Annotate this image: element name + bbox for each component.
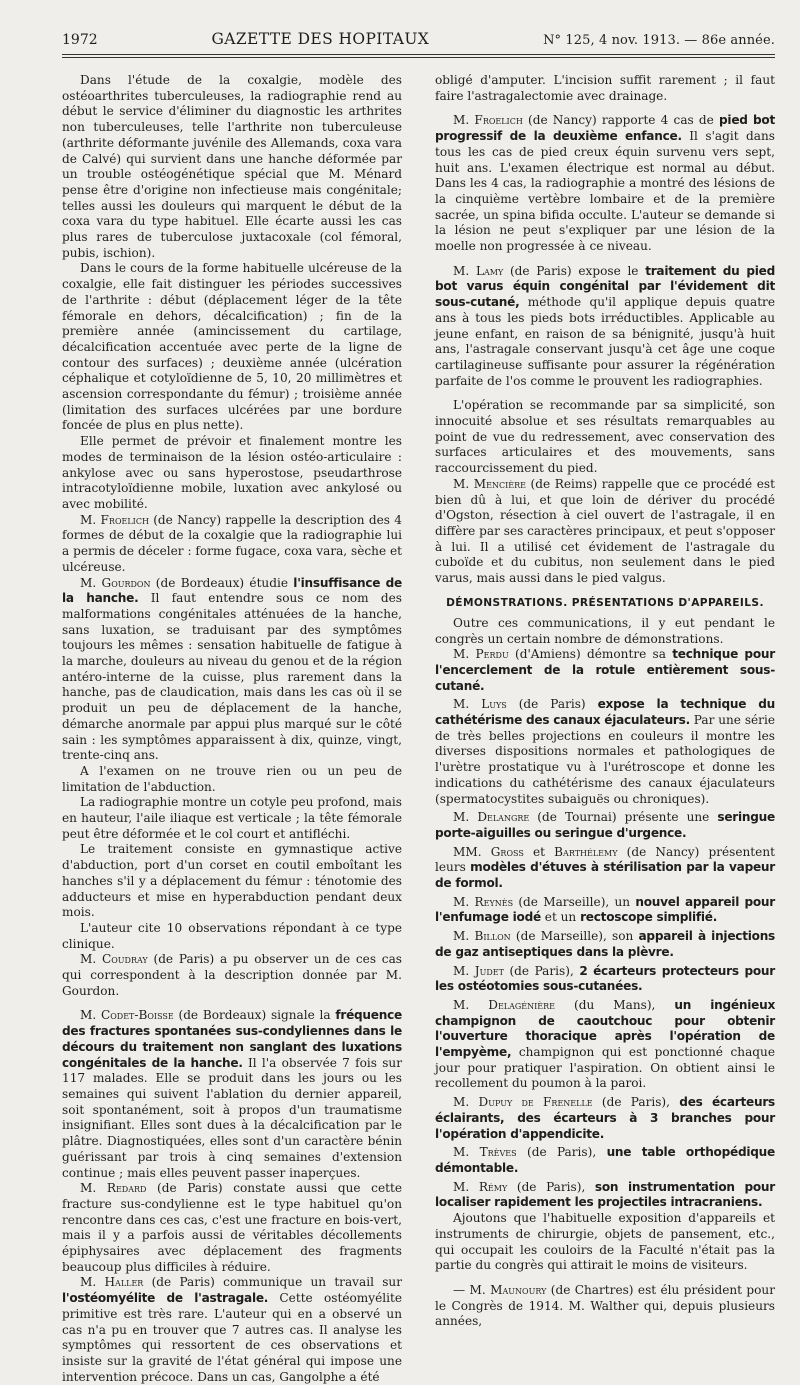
text-run: M. bbox=[453, 476, 474, 491]
text-run: — M. bbox=[453, 1282, 491, 1297]
text-run: (de Bordeaux) étudie bbox=[150, 575, 294, 590]
text-run: M. bbox=[453, 697, 482, 712]
paragraph bbox=[62, 795, 402, 842]
text-run: M. bbox=[80, 1181, 107, 1196]
text-run: M. bbox=[453, 263, 476, 278]
author-name: Gross bbox=[490, 844, 524, 859]
author-name: Lamy bbox=[475, 263, 504, 278]
text-run: (de Paris) a pu observer un de ces cas qui correspondent à la description donnée par M. Gourdon. bbox=[62, 952, 402, 998]
left-column bbox=[62, 73, 402, 1385]
author-name: Perdu bbox=[475, 647, 509, 662]
subject-emphasis: nouvel appareil pour l'enfumage iodé bbox=[435, 894, 776, 925]
text-run: (de Nancy) rappelle la description des 4 formes de début de la coxalgie que la radiographie lui a permis de déceler : forme fugace, coxa vara, sèche et ulcéreuse. bbox=[62, 512, 402, 574]
text-run: M. bbox=[453, 1095, 479, 1110]
text-run: (de Paris) bbox=[506, 697, 598, 712]
text-run: (de Paris), bbox=[507, 1179, 595, 1194]
text-run: (de Paris), bbox=[592, 1095, 680, 1110]
author-name: Redard bbox=[106, 1181, 147, 1196]
subject-emphasis: modèles d'étuves à stérilisation par la vapeur de formol. bbox=[435, 860, 775, 891]
paragraph bbox=[435, 1180, 775, 1211]
text-run: A l'examen on ne trouve rien ou un peu de limitation de l'abduction. bbox=[62, 763, 402, 794]
paragraph bbox=[62, 952, 402, 999]
author-name: Codet-Boisse bbox=[100, 1008, 174, 1023]
paragraph bbox=[435, 964, 775, 995]
subject-emphasis: son instrumentation pour localiser rapidement les projectiles intracraniens. bbox=[435, 1179, 775, 1210]
text-run: M. bbox=[453, 810, 478, 825]
paragraph bbox=[435, 1145, 775, 1176]
journal-title: GAZETTE DES HOPITAUX bbox=[211, 30, 430, 48]
author-name: Coudray bbox=[101, 952, 148, 967]
paragraph bbox=[62, 261, 402, 434]
author-name: Froelich bbox=[100, 512, 149, 527]
running-header bbox=[62, 30, 775, 54]
paragraph bbox=[62, 576, 402, 764]
text-run: M. bbox=[453, 929, 475, 944]
text-run: (de Paris), bbox=[503, 963, 580, 978]
subject-emphasis: des écarteurs éclairants, des écarteurs à 3 branches pour l'opération d'appendicite. bbox=[435, 1095, 775, 1141]
paragraph bbox=[62, 1008, 402, 1181]
paragraph bbox=[62, 1275, 402, 1385]
text-run: (de Tournai) présente une bbox=[529, 810, 718, 825]
section-heading: DÉMONSTRATIONS. PRÉSENTATIONS D'APPAREILS. bbox=[446, 596, 764, 609]
text-run: Outre ces communications, il y eut pendant le congrès un certain nombre de démonstrations. bbox=[435, 615, 775, 646]
paragraph bbox=[435, 264, 775, 390]
paragraph bbox=[435, 113, 775, 254]
text-run: (de Marseille), son bbox=[510, 929, 639, 944]
text-run: champignon qui est ponctionné chaque jour pour pratiquer l'aspiration. On obtient ainsi le recollement du poumon à la paroi. bbox=[435, 1045, 775, 1091]
text-run: (du Mans), bbox=[554, 997, 675, 1012]
article-body bbox=[62, 73, 775, 1385]
text-run: Elle permet de prévoir et finalement montre les modes de terminaison de la lésion ostéo-articulaire : ankylose avec ou sans hyperostose, pseudarthrose intracotyloïdienne mobile, luxation avec ankylosé ou avec mobilité. bbox=[62, 434, 402, 511]
paragraph bbox=[435, 1095, 775, 1142]
text-run: (de Bordeaux) signale la bbox=[173, 1008, 336, 1023]
paragraph bbox=[435, 616, 775, 647]
text-run: M. bbox=[453, 894, 475, 909]
text-run: (de Paris) expose le bbox=[503, 263, 646, 278]
subject-emphasis: fréquence des fractures spontanées sus-condyliennes dans le décours du traitement non sanglant des luxations congénitales de la hanche. bbox=[62, 1008, 402, 1070]
text-run: (de Nancy) rapporte 4 cas de bbox=[522, 113, 720, 128]
text-run: Par une série de très belles projections en couleurs il montre les diverses dispositions normales et pathologiques de l'urètre prostatique vu à l'urétroscope et donne les indications du cathétérisme des canaux éjaculateurs (spermatocystites subaiguës ou chroniques). bbox=[435, 713, 775, 806]
author-name: Luys bbox=[481, 697, 507, 712]
author-name: Dupuy de Frenelle bbox=[478, 1095, 593, 1110]
text-run: Il faut entendre sous ce nom des malformations congénitales atténuées de la hanche, sans luxation, se traduisant par des symptômes toujours les mêmes : sensation habituelle de fatigue à la marche, douleurs au niveau du genou et de la région antéro-interne de la cuisse, plus rarement dans la hanche, pas de claudication, mais dans les cas où il se produit un peu de déplacement de la hanche, démarche anormale par appui plus marqué sur le côté sain : les symptômes apparaissent à dix, quinze, vingt, trente-cinq ans. bbox=[62, 591, 402, 763]
text-run: Le traitement consiste en gymnastique active d'abduction, port d'un corset en coutil emboîtant les hanches s'il y a déplacement du fémur : ténotomie des adducteurs et mise en hyperabduction pendant deux mois. bbox=[62, 842, 402, 920]
subject-emphasis: l'ostéomyélite de l'astragale. bbox=[62, 1291, 269, 1306]
text-run: M. bbox=[80, 575, 102, 590]
text-run: Il l'a observée 7 fois sur 117 malades. Elle se produit dans les jours ou les semaines qui suivent l'ablation du dernier appareil, soit spontanément, soit à propos d'un traumatisme insignifiant. Elles sont dues à la décalcification par le plâtre. Diagnostiquées, elles sont d'un caractère bénin guérissant par trois à cinq semaines d'extension continue ; mais elles peuvent passer inaperçues. bbox=[62, 1055, 402, 1180]
subject-emphasis: 2 écarteurs protecteurs pour les ostéotomies sous-cutanées. bbox=[435, 963, 775, 994]
paragraph bbox=[62, 434, 402, 513]
paragraph bbox=[435, 398, 775, 477]
paragraph bbox=[435, 1283, 775, 1330]
subject-emphasis: technique pour l'encerclement de la rotule entièrement sous-cutané. bbox=[435, 647, 775, 693]
paragraph bbox=[62, 921, 402, 952]
subject-emphasis: expose la technique du cathétérisme des canaux éjaculateurs. bbox=[435, 697, 776, 728]
text-run: (de Paris) constate aussi que cette fracture sus-condylienne est le type habituel qu'on rencontre dans ces cas, c'est une fracture en bois-vert, mais il y a parfois aussi de véritables décollements épiphysaires avec déplacement des fragments beaucoup plus difficiles à réduire. bbox=[62, 1181, 402, 1274]
text-run: M. bbox=[453, 1179, 479, 1194]
text-run: M. bbox=[80, 952, 102, 967]
text-run: Cette ostéomyélite primitive est très rare. L'auteur qui en a observé un cas n'a pu en trouver que 7 autres cas. Il analyse les symptômes qui ressortent de ces observations et insiste sur la gravité de l'état général qui impose une intervention précoce. Dans un cas, Gangolphe a été bbox=[62, 1291, 402, 1384]
author-name: Billon bbox=[474, 929, 511, 944]
issue-info: N° 125, 4 nov. 1913. — 86e année. bbox=[543, 33, 775, 48]
text-run: M. bbox=[453, 113, 475, 128]
text-run: (de Chartres) est élu président pour le Congrès de 1914. M. Walther qui, depuis plusieurs années, bbox=[435, 1282, 776, 1329]
text-run: et bbox=[523, 844, 555, 859]
subject-emphasis: l'insuffisance de la hanche. bbox=[62, 575, 402, 606]
text-run: (de Reims) rappelle que ce procédé est bien dû à lui, et que loin de dériver du procédé d'Ogston, résection à ciel ouvert de l'astragale, il en diffère par ses caractères principaux, et peut s'opposer à lui. Il a utilisé cet évidement de l'astragale du cuboïde et du cubitus, non seulement dans le pied varus, mais aussi dans le pied valgus. bbox=[435, 476, 775, 586]
paragraph bbox=[435, 895, 775, 926]
subject-emphasis: une table orthopédique démontable. bbox=[435, 1145, 775, 1175]
text-run: M. bbox=[80, 1275, 105, 1290]
author-name: Rémy bbox=[478, 1179, 508, 1194]
paragraph bbox=[62, 513, 402, 576]
paragraph bbox=[435, 929, 775, 960]
paragraph bbox=[62, 73, 402, 261]
subject-emphasis: un ingénieux champignon de caoutchouc pour obtenir l'ouverture thoracique après l'opération de l'empyème, bbox=[435, 997, 775, 1060]
text-run: et un bbox=[540, 910, 581, 925]
author-name: Haller bbox=[104, 1275, 144, 1290]
author-name: Mencière bbox=[473, 476, 526, 491]
header-rule-double bbox=[62, 57, 775, 58]
right-column bbox=[435, 73, 775, 1385]
paragraph bbox=[435, 477, 775, 587]
text-run: L'auteur cite 10 observations répondant à ce type clinique. bbox=[62, 920, 402, 951]
paragraph bbox=[435, 1211, 775, 1274]
paragraph bbox=[435, 845, 775, 892]
author-name: Barthélemy bbox=[554, 844, 618, 859]
text-run: M. bbox=[80, 1008, 101, 1023]
text-run: M. bbox=[453, 997, 489, 1012]
paragraph bbox=[435, 697, 775, 807]
text-run: obligé d'amputer. L'incision suffit rarement ; il faut faire l'astragalectomie avec drainage. bbox=[435, 73, 775, 103]
subject-emphasis: appareil à injections de gaz antiseptiques dans la plèvre. bbox=[435, 929, 775, 959]
text-run: Dans l'étude de la coxalgie, modèle des ostéoarthrites tuberculeuses, la radiographie rend au début le service d'éliminer du diagnostic les arthrites non tuberculeuses, telle l'arthrite non tuberculeuse (arthrite déformante juvénile des Allemands, coxa vara de Calvé) qui survient dans une hanche déformée par un trouble ostéogénétique spécial que M. Ménard pense être d'origine non infectieuse mais congénitale; telles aussi les douleurs qui marquent le début de la coxa vara du type habituel. Elle écarte aussi les cas plus rares de tuberculose juxtacoxale (col fémoral, pubis, ischion). bbox=[62, 73, 402, 260]
text-run: Il s'agit dans tous les cas de pied creux équin survenu vers sept, huit ans. L'examen électrique est normal au début. Dans les 4 cas, la radiographie a montré des lésions de la cinquième vertèbre lombaire et de la première sacrée, un spina bifida occulte. L'auteur se demande si la lésion ne peut s'expliquer par une lésion de la moelle non progressée à ce niveau. bbox=[435, 129, 776, 254]
author-name: Delagénière bbox=[488, 997, 555, 1012]
header-rule bbox=[62, 54, 775, 55]
text-run: méthode qu'il applique depuis quatre ans à tous les pieds bots irréductibles. Applicable au jeune enfant, en raison de sa bénignité, jusqu'à huit ans, l'astragale conservant jusqu'à cet âge une coque cartilagineuse suffisante pour assurer la régénération parfaite de l'os comme le prouvent les radiographies. bbox=[435, 295, 775, 388]
text-run: M. bbox=[453, 963, 475, 978]
paragraph bbox=[435, 810, 775, 841]
text-run: M. bbox=[80, 512, 101, 527]
text-run: Ajoutons que l'habituelle exposition d'appareils et instruments de chirurgie, objets de pansement, etc., qui occupait les couloirs de la Faculté n'était pas la partie du congrès qui attirait le moins de visiteurs. bbox=[435, 1211, 775, 1273]
text-run: Dans le cours de la forme habituelle ulcéreuse de la coxalgie, elle fait distinguer les périodes successives de l'arthrite : début (déplacement léger de la tête fémorale en dehors, décalcification) ; fin de la première année (amincissement du cartilage, décalcification accentuée avec perte de la ligne de contour des surfaces) ; deuxième année (ulcération céphalique et cotyloïdienne de 5, 10, 20 millimètres et ascension correspondante du fémur) ; troisième année (limitation des surfaces ulcérées par une bordure foncée de plus en plus nette). bbox=[62, 261, 402, 433]
text-run: (d'Amiens) démontre sa bbox=[508, 647, 673, 662]
text-run: (de Nancy) présentent leurs bbox=[435, 844, 775, 875]
paragraph bbox=[435, 647, 775, 694]
text-run: M. bbox=[453, 1145, 480, 1160]
paragraph bbox=[62, 842, 402, 921]
subject-emphasis: traitement du pied bot varus équin congénital par l'évidement dit sous-cutané, bbox=[435, 263, 776, 310]
author-name: Delangre bbox=[477, 810, 530, 825]
author-name: Froelich bbox=[474, 113, 523, 128]
text-run: (de Paris) communique un travail sur bbox=[143, 1275, 402, 1290]
paragraph bbox=[435, 998, 775, 1092]
author-name: Reynès bbox=[474, 894, 514, 909]
text-run: MM. bbox=[453, 844, 491, 859]
author-name: Maunoury bbox=[490, 1282, 547, 1297]
author-name: Trèves bbox=[479, 1145, 517, 1160]
author-name: Judet bbox=[474, 963, 504, 978]
text-run: (de Paris), bbox=[516, 1145, 607, 1160]
subject-emphasis: rectoscope simplifié. bbox=[580, 910, 718, 925]
author-name: Gourdon bbox=[101, 575, 151, 590]
text-run: M. bbox=[453, 647, 476, 662]
paragraph bbox=[62, 764, 402, 795]
subject-emphasis: seringue porte-aiguilles ou seringue d'urgence. bbox=[435, 810, 775, 840]
paragraph bbox=[435, 73, 775, 104]
page-number: 1972 bbox=[62, 32, 98, 48]
text-run: La radiographie montre un cotyle peu profond, mais en hauteur, l'aile iliaque est verticale ; la tête fémorale peut être déformée et le col court et antifléchi. bbox=[62, 795, 402, 841]
text-run: L'opération se recommande par sa simplicité, son innocuité absolue et ses résultats remarquables au point de vue du redressement, avec conservation des surfaces articulaires et des mouvements, sans raccourcissement du pied. bbox=[435, 398, 775, 476]
subject-emphasis: pied bot progressif de la deuxième enfance. bbox=[435, 113, 775, 144]
text-run: (de Marseille), un bbox=[513, 894, 636, 909]
paragraph bbox=[62, 1181, 402, 1275]
